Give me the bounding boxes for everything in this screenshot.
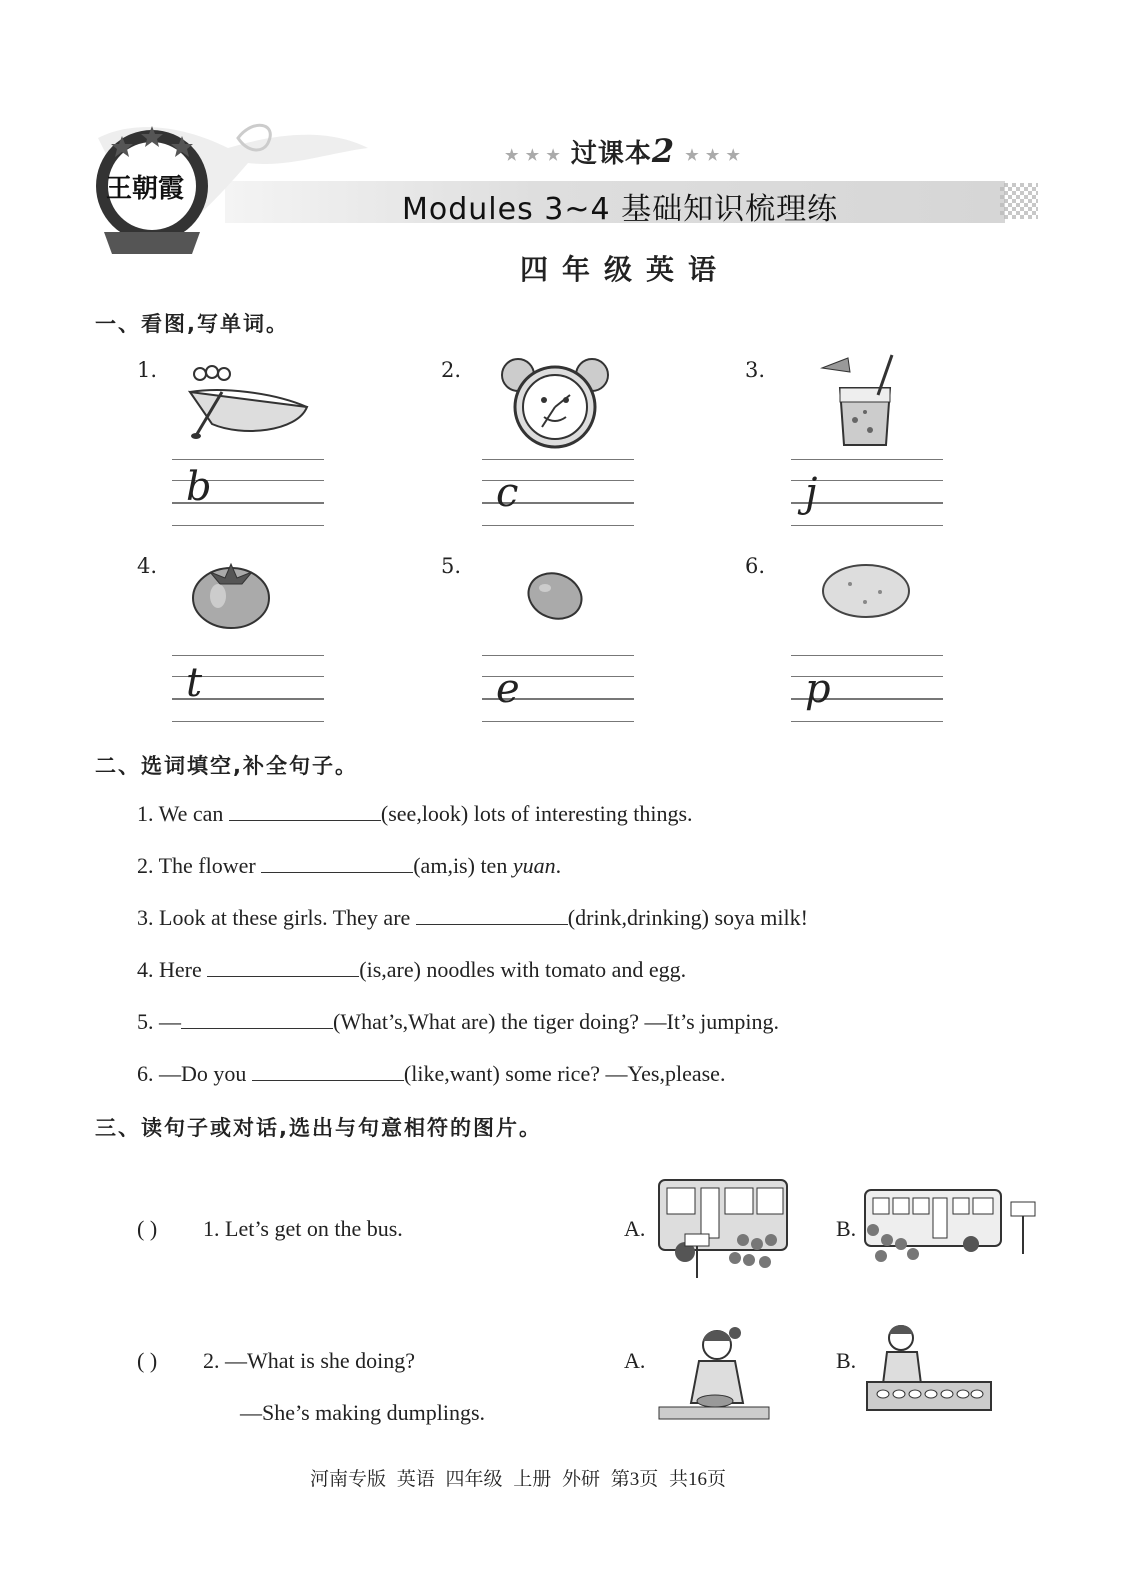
banner-checker-decoration	[1000, 183, 1038, 219]
page-title: Modules 3~4 基础知识梳理练	[402, 192, 839, 227]
sentence-text: 3. Look at these girls. They are	[137, 905, 416, 930]
sentence-text: (am,is) ten	[413, 853, 513, 878]
writing-lines[interactable]	[172, 459, 324, 527]
sentence-text: (What’s,What are) the tiger doing? —It’s jumping.	[333, 1009, 779, 1034]
sentence-text: 2. The flower	[137, 853, 262, 878]
hint-letter: t	[186, 660, 203, 706]
tomato-picture	[190, 558, 272, 630]
sentence-italic: yuan	[512, 853, 556, 878]
option-label-b: B.	[836, 1216, 857, 1241]
sentence-text: 6. —Do you	[137, 1061, 252, 1086]
writing-lines[interactable]	[791, 459, 943, 527]
option-label-b: B.	[836, 1348, 857, 1373]
writing-lines[interactable]	[172, 655, 324, 723]
series-label	[505, 132, 741, 170]
sentence-text: 4. Here	[137, 957, 208, 982]
answer-blank[interactable]	[252, 1060, 404, 1081]
sentence-text: 1. We can	[137, 801, 229, 826]
page-footer: 河南专版 英语 四年级 上册 外研 第3页 共16页	[310, 1469, 727, 1490]
writing-lines[interactable]	[791, 655, 943, 723]
writing-lines[interactable]	[482, 655, 634, 723]
item-number: 1.	[137, 358, 158, 382]
answer-blank[interactable]	[416, 904, 568, 925]
sentence-text: (like,want) some rice? —Yes,please.	[403, 1061, 726, 1086]
bus-picture-a	[657, 1174, 789, 1280]
hint-letter: j	[805, 470, 818, 516]
fill-blank-sentence	[137, 904, 808, 931]
sentence-text: (is,are) noodles with tomato and egg.	[359, 957, 687, 982]
juice-picture	[820, 350, 910, 450]
section2-title: 二、选词填空,补全句子。	[95, 754, 358, 778]
answer-paren[interactable]: ( )	[137, 1348, 158, 1373]
fill-blank-sentence	[137, 956, 686, 983]
section1-title: 一、看图,写单词。	[95, 312, 289, 336]
series-name: 过课本	[570, 139, 652, 169]
series-number: 2	[651, 132, 676, 170]
hint-letter: c	[496, 470, 519, 516]
option-label-a: A.	[624, 1216, 646, 1241]
star-icon: ★ ★ ★	[685, 146, 741, 164]
answer-paren[interactable]: ( )	[137, 1216, 158, 1241]
potato-picture	[820, 562, 912, 620]
item-number: 3.	[745, 358, 766, 382]
question-text: —She’s making dumplings.	[240, 1400, 486, 1425]
fill-blank-sentence	[137, 1060, 725, 1087]
girl-picture-b	[865, 1320, 995, 1420]
clock-picture	[500, 355, 610, 450]
sentence-text: 5. —	[137, 1009, 181, 1034]
brand-logo	[92, 124, 212, 244]
hint-letter: p	[805, 666, 831, 712]
sentence-text: (drink,drinking) soya milk!	[567, 905, 808, 930]
answer-blank[interactable]	[207, 956, 359, 977]
fill-blank-sentence	[137, 852, 561, 879]
egg-picture	[525, 570, 585, 622]
answer-blank[interactable]	[181, 1008, 333, 1029]
sentence-text: (see,look) lots of interesting things.	[380, 801, 693, 826]
answer-blank[interactable]	[261, 852, 413, 873]
star-icon: ★ ★ ★	[505, 146, 561, 164]
writing-lines[interactable]	[482, 459, 634, 527]
fill-blank-sentence	[137, 1008, 779, 1035]
hint-letter: e	[496, 666, 520, 712]
logo-text: 王朝霞	[106, 174, 185, 204]
fill-blank-sentence	[137, 800, 693, 827]
item-number: 2.	[441, 358, 462, 382]
item-number: 5.	[441, 554, 462, 578]
question-text: 2. —What is she doing?	[203, 1348, 416, 1373]
question-text: 1. Let’s get on the bus.	[203, 1216, 403, 1241]
option-label-a: A.	[624, 1348, 646, 1373]
sentence-text: .	[555, 853, 562, 878]
section3-title: 三、读句子或对话,选出与句意相符的图片。	[95, 1116, 542, 1140]
girl-picture-a	[655, 1323, 773, 1423]
item-number: 4.	[137, 554, 158, 578]
hint-letter: b	[186, 464, 212, 510]
bus-picture-b	[863, 1184, 1037, 1276]
answer-blank[interactable]	[229, 800, 381, 821]
item-number: 6.	[745, 554, 766, 578]
page-subtitle: 四年级英语	[520, 253, 731, 286]
boat-picture	[182, 362, 312, 440]
